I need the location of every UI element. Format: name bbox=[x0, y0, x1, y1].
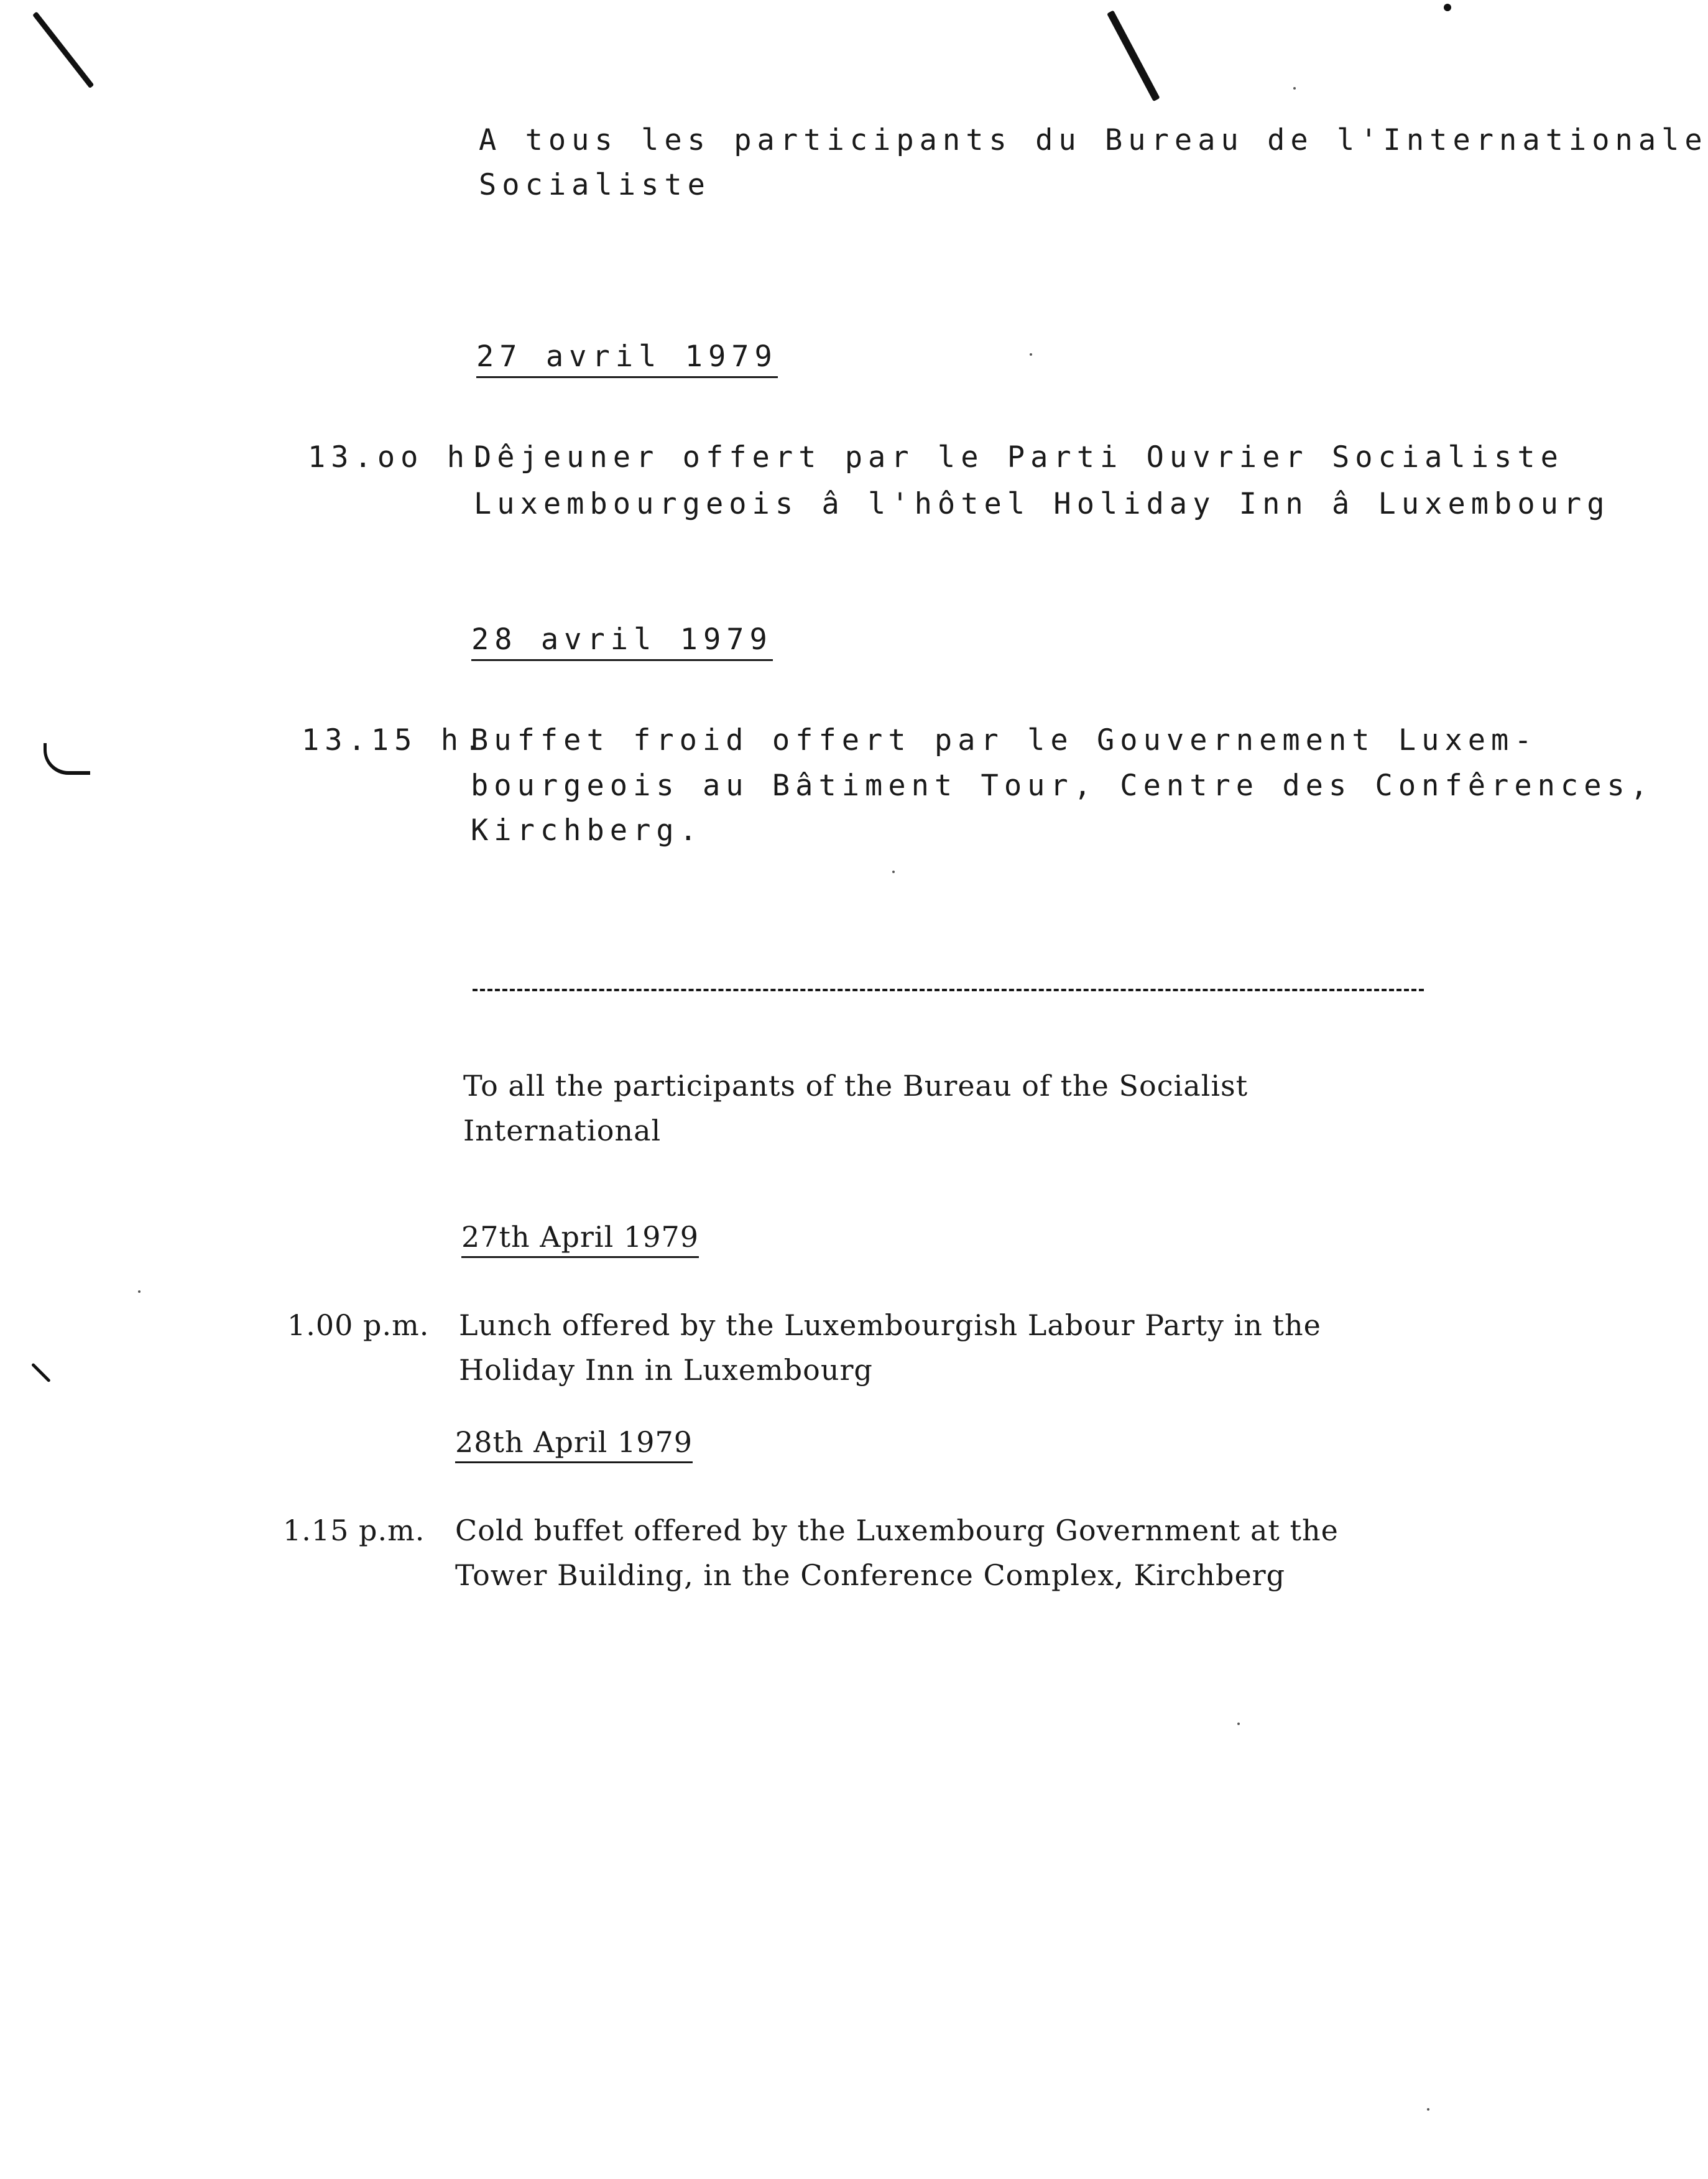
english-event-1-line-1: Lunch offered by the Luxembourgish Labour Party in the bbox=[459, 1308, 1321, 1342]
scan-dot bbox=[1237, 1723, 1240, 1725]
french-heading-line-1: A tous les participants du Bureau de l'Internationale bbox=[479, 123, 1708, 157]
english-event-1-line-2: Holiday Inn in Luxembourg bbox=[459, 1353, 873, 1387]
french-time-2: 13.15 h. bbox=[302, 723, 487, 757]
english-date-2: 28th April 1979 bbox=[455, 1424, 693, 1463]
french-event-2-line-1: Buffet froid offert par le Gouvernement Luxem- bbox=[471, 723, 1538, 757]
french-time-1: 13.oo h. bbox=[308, 440, 494, 474]
scan-dot bbox=[1427, 2108, 1429, 2111]
english-event-2-line-2: Tower Building, in the Conference Complex, Kirchberg bbox=[455, 1558, 1286, 1592]
french-event-2-line-3: Kirchberg. bbox=[471, 813, 703, 848]
scan-dot bbox=[1293, 87, 1296, 90]
scan-dot-top-right bbox=[1444, 4, 1451, 11]
scan-mark-top-center bbox=[1107, 10, 1160, 101]
scan-mark-top-left bbox=[32, 11, 94, 88]
english-time-1: 1.00 p.m. bbox=[287, 1308, 430, 1342]
scan-dot bbox=[892, 871, 895, 873]
section-separator bbox=[473, 989, 1424, 991]
french-heading-line-2: Socialiste bbox=[479, 168, 711, 202]
french-date-1: 27 avril 1979 bbox=[476, 339, 778, 378]
french-event-1-line-1: Dêjeuner offert par le Parti Ouvrier Socialiste bbox=[474, 440, 1564, 474]
scan-mark-left-lower bbox=[31, 1362, 51, 1382]
english-event-2-line-1: Cold buffet offered by the Luxembourg Government at the bbox=[455, 1514, 1339, 1547]
scan-dot bbox=[138, 1290, 141, 1293]
french-event-2-line-2: bourgeois au Bâtiment Tour, Centre des Confêrences, bbox=[471, 769, 1654, 803]
scan-dot bbox=[1030, 353, 1032, 356]
french-event-1-line-2: Luxembourgeois â l'hôtel Holiday Inn â Luxembourg bbox=[474, 487, 1610, 521]
english-time-2: 1.15 p.m. bbox=[283, 1514, 425, 1547]
english-heading-line-1: To all the participants of the Bureau of the Socialist bbox=[463, 1069, 1249, 1103]
french-date-2: 28 avril 1979 bbox=[471, 622, 773, 661]
english-heading-line-2: International bbox=[463, 1114, 662, 1147]
english-date-1: 27th April 1979 bbox=[461, 1219, 699, 1258]
scan-mark-left-middle bbox=[44, 743, 90, 775]
